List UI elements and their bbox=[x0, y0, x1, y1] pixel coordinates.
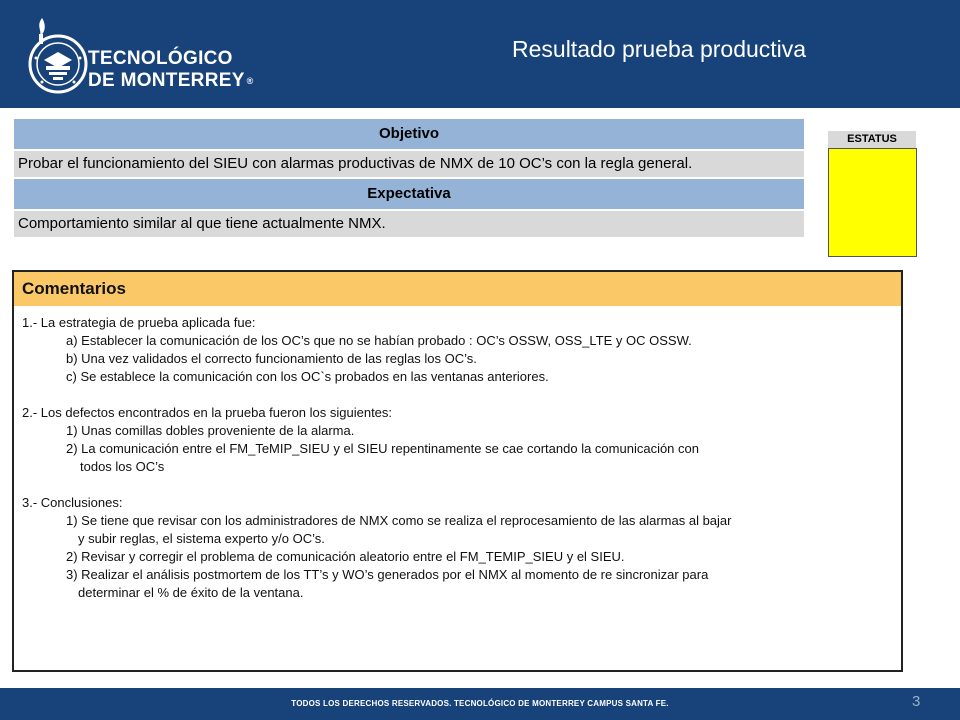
logo-line-1: TECNOLÓGICO bbox=[88, 48, 233, 69]
status-label: ESTATUS bbox=[828, 131, 916, 148]
section-1-item-a: a) Establecer la comunicación de los OC’s que no se habían probado : OC’s OSSW, OSS_LTE y OC OSSW. bbox=[66, 333, 692, 348]
section-3-item-2: 2) Revisar y corregir el problema de comunicación aleatorio entre el FM_TEMIP_SIEU y el SIEU. bbox=[66, 549, 625, 564]
section-1-item-b: b) Una vez validados el correcto funcionamiento de las reglas los OC’s. bbox=[66, 351, 477, 366]
header-bar bbox=[0, 0, 960, 108]
footer-copyright: TODOS LOS DERECHOS RESERVADOS. TECNOLÓGICO DE MONTERREY CAMPUS SANTA FE. bbox=[291, 699, 669, 708]
seal-icon bbox=[22, 14, 90, 98]
section-2-item-2: 2) La comunicación entre el FM_TeMIP_SIEU y el SIEU repentinamente se cae cortando la comunicación con bbox=[66, 441, 699, 456]
section-1-title: 1.- La estrategia de prueba aplicada fue: bbox=[22, 315, 256, 330]
footer-bar bbox=[0, 688, 960, 720]
section-3-title: 3.- Conclusiones: bbox=[22, 495, 123, 510]
section-3-item-3-cont: determinar el % de éxito de la ventana. bbox=[78, 585, 304, 600]
expectation-text: Comportamiento similar al que tiene actualmente NMX. bbox=[14, 211, 804, 237]
section-3-item-3: 3) Realizar el análisis postmortem de los TT’s y WO’s generados por el NMX al momento de re sincronizar para bbox=[66, 567, 709, 582]
expectation-heading: Expectativa bbox=[14, 179, 804, 209]
page-title: Resultado prueba productiva bbox=[512, 36, 807, 62]
comments-panel bbox=[12, 270, 903, 672]
section-3-item-1: 1) Se tiene que revisar con los administradores de NMX como se realiza el reprocesamiento de las alarmas al bajar bbox=[66, 513, 732, 528]
logo-wordmark bbox=[88, 48, 254, 92]
objective-heading: Objetivo bbox=[14, 119, 804, 149]
comments-heading: Comentarios bbox=[14, 272, 901, 306]
registered-mark: ® bbox=[246, 76, 254, 86]
section-2-item-1: 1) Unas comillas dobles proveniente de la alarma. bbox=[66, 423, 355, 438]
objective-text: Probar el funcionamiento del SIEU con alarmas productivas de NMX de 10 OC’s con la regla general. bbox=[14, 151, 804, 177]
section-3-item-1-cont: y subir reglas, el sistema experto y/o OC’s. bbox=[78, 531, 325, 546]
section-2-item-2-cont: todos los OC’s bbox=[80, 459, 165, 474]
section-2-title: 2.- Los defectos encontrados en la prueba fueron los siguientes: bbox=[22, 405, 393, 420]
objective-table bbox=[14, 119, 804, 237]
page-number: 3 bbox=[912, 693, 921, 710]
institution-logo bbox=[18, 12, 258, 100]
logo-line-2: DE MONTERREY ® bbox=[88, 70, 254, 91]
section-1-item-c: c) Se establece la comunicación con los OC`s probados en las ventanas anteriores. bbox=[66, 369, 549, 384]
comments-body bbox=[14, 306, 901, 602]
status-indicator bbox=[828, 148, 917, 257]
